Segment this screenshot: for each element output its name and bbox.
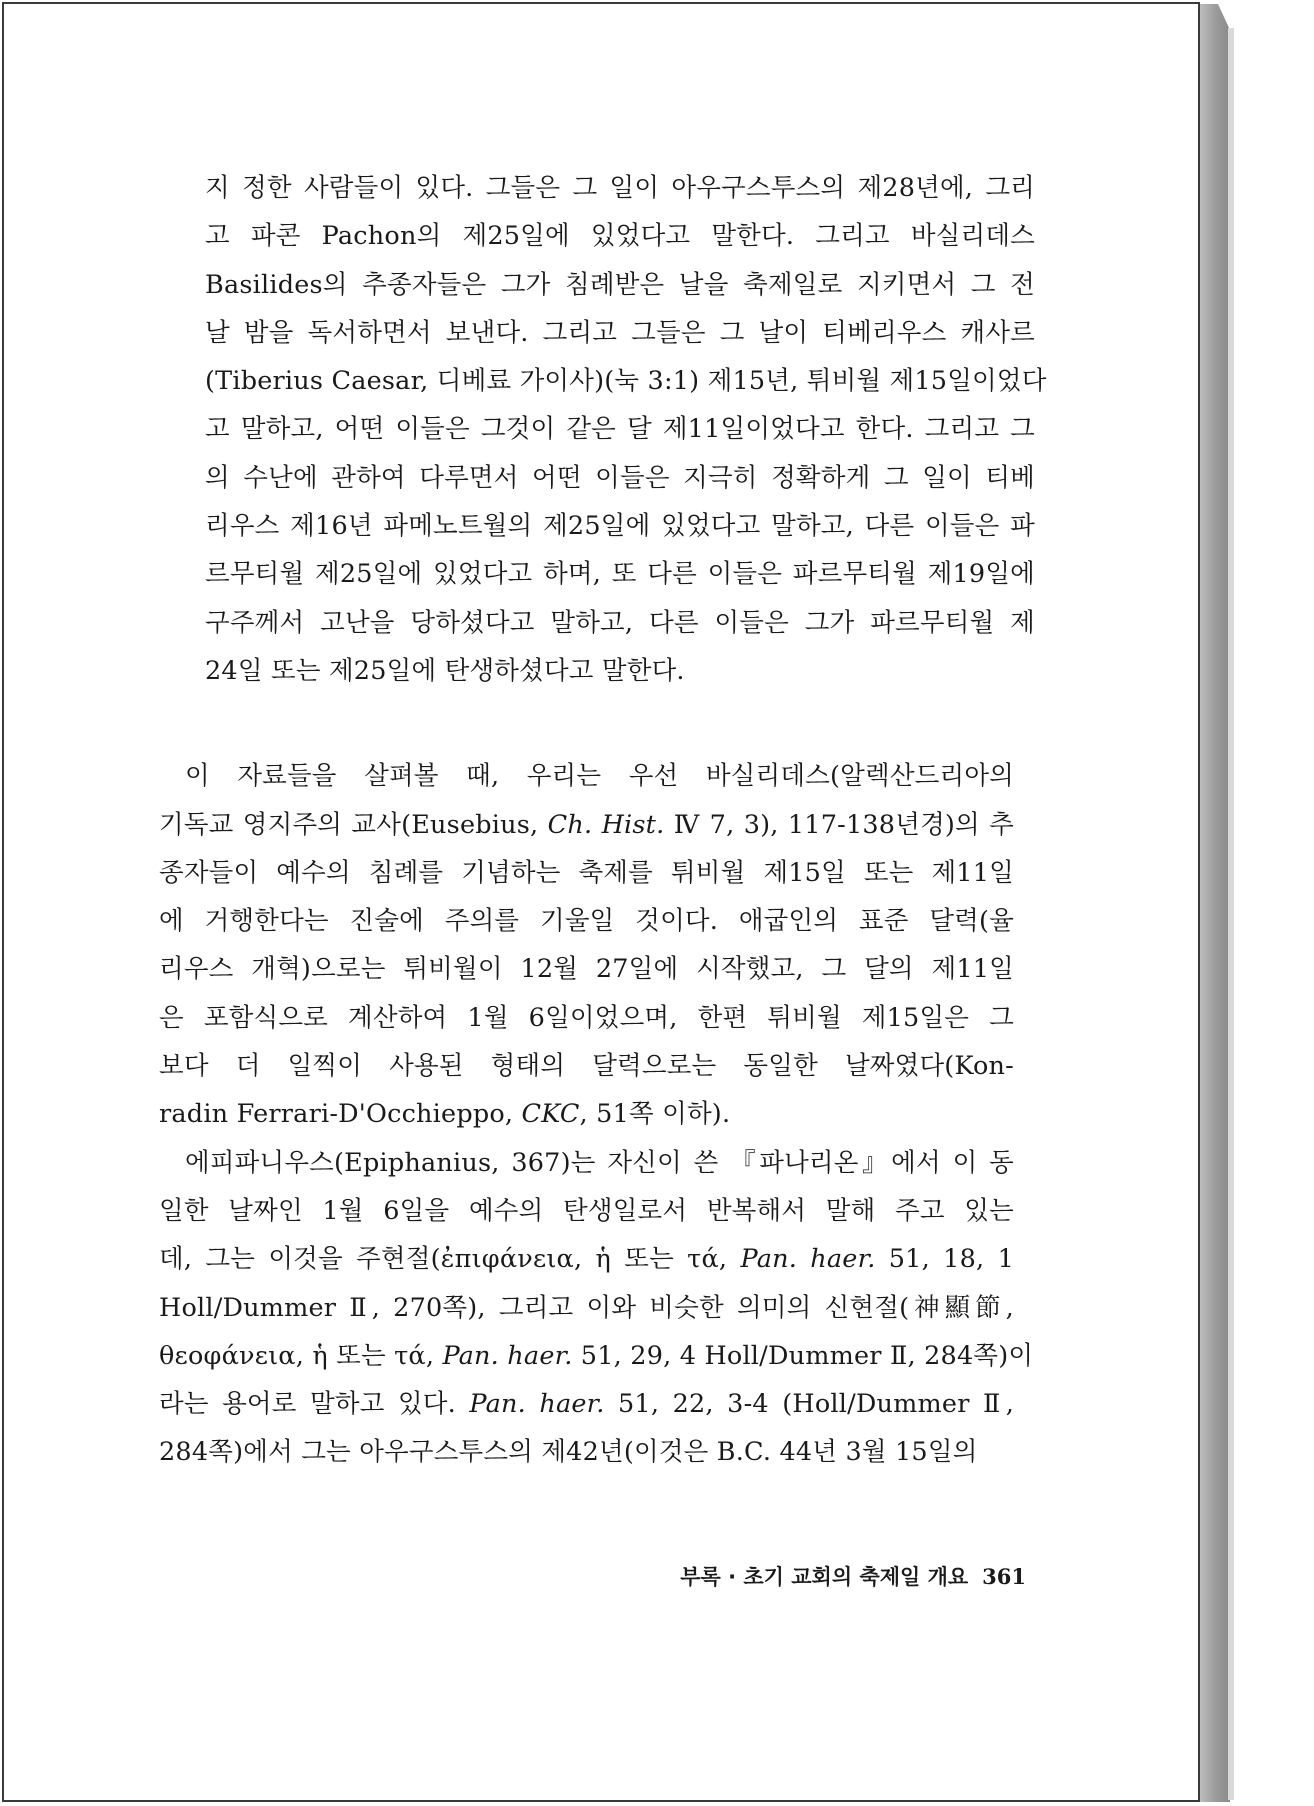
- page-footer: [4, 1561, 1026, 1591]
- text-line: [159, 994, 1014, 1042]
- quote-line: 구주께서 고난을 당하셨다고 말하고, 다른 이들은 그가 파르무티월 제: [205, 607, 1035, 638]
- text-run: Ⅳ 7, 3), 117-138년경)의 추: [664, 809, 1015, 840]
- page-edge-shading: [1200, 4, 1230, 1802]
- text-run: 보다 더 일찍이 사용된 형태의 달력으로는 동일한 날짜였다(Kon-: [159, 1051, 1014, 1082]
- paragraph-2: [159, 1139, 1034, 1477]
- text-line: [159, 1139, 1014, 1187]
- text-run: 리우스 개혁)으로는 튀비월이 12월 27일에 시작했고, 그 달의 제11일: [159, 954, 1014, 985]
- paragraph-gap: [182, 695, 1042, 752]
- text-line: [159, 1235, 1014, 1283]
- quote-line: 24일 또는 제25일에 탄생하셨다고 말한다.: [205, 655, 685, 686]
- block-quote: [205, 164, 1047, 695]
- quote-line: Basilides의 추종자들은 그가 침례받은 날을 축제일로 지키면서 그 전: [205, 269, 1035, 300]
- paragraph-1: [159, 752, 1014, 1138]
- italic-citation: CKC: [521, 1099, 580, 1130]
- page-edge-shadow: [1228, 28, 1234, 1800]
- text-line: [159, 1284, 1014, 1332]
- text-run: 은 포함식으로 계산하여 1월 6일이었으며, 한편 튀비월 제15일은 그: [159, 1002, 1014, 1033]
- text-run: 일한 날짜인 1월 6일을 예수의 탄생일로서 반복해서 말해 주고 있는: [159, 1195, 1014, 1226]
- quote-line: (Tiberius Caesar, 디베료 가이사)(눅 3:1) 제15년, 튀비월 제15일이었다: [205, 366, 1047, 397]
- text-line: [159, 1090, 1014, 1138]
- text-line: [159, 1380, 1014, 1428]
- text-run: 51, 18, 1: [875, 1244, 1014, 1275]
- quote-line: 지 정한 사람들이 있다. 그들은 그 일이 아우구스투스의 제28년에, 그리: [205, 173, 1035, 203]
- italic-citation: Pan. haer.: [740, 1244, 876, 1275]
- quote-line: 리우스 제16년 파메노트월의 제25일에 있었다고 말하고, 다른 이들은 파: [205, 511, 1035, 542]
- text-line: [159, 1428, 1014, 1476]
- text-run: 종자들이 예수의 침례를 기념하는 축제를 튀비월 제15일 또는 제11일: [159, 857, 1014, 888]
- text-line: [159, 945, 1014, 993]
- italic-citation: Ch. Hist.: [547, 809, 665, 840]
- text-run: 284쪽)에서 그는 아우구스투스의 제42년(이것은 B.C. 44년 3월 15일의: [159, 1437, 978, 1468]
- page-number: 361: [982, 1564, 1026, 1589]
- quote-line: 르무티월 제25일에 있었다고 하며, 또 다른 이들은 파르무티월 제19일에: [205, 559, 1035, 590]
- text-run: θεοφάνεια, ἡ 또는 τά,: [159, 1340, 443, 1371]
- quote-line: 날 밤을 독서하면서 보낸다. 그리고 그들은 그 날이 티베리우스 캐사르: [205, 317, 1035, 348]
- text-line: [159, 1332, 1034, 1380]
- italic-citation: Pan. haer.: [442, 1340, 573, 1371]
- running-title: 부록 · 초기 교회의 축제일 개요: [680, 1565, 969, 1589]
- text-line: [159, 1042, 1014, 1090]
- text-run: 에피파니우스(Epiphanius, 367)는 자신이 쓴 『파나리온』에서 이 동: [185, 1147, 1014, 1178]
- text-line: [159, 752, 1014, 800]
- text-run: 에 거행한다는 진술에 주의를 기울일 것이다. 애굽인의 표준 달력(율: [159, 906, 1014, 937]
- text-run: radin Ferrari-D'Occhieppo,: [159, 1099, 522, 1130]
- text-run: 기독교 영지주의 교사(Eusebius,: [159, 809, 548, 840]
- text-run: Holl/Dummer Ⅱ, 270쪽), 그리고 이와 비슷한 의미의 신현절(神顯節,: [159, 1292, 1014, 1323]
- text-run: 51, 29, 4 Holl/Dummer Ⅱ, 284쪽)이: [572, 1340, 1034, 1371]
- text-line: [159, 1187, 1014, 1235]
- text-line: [159, 801, 1014, 849]
- text-run: 51, 22, 3-4 (Holl/Dummer Ⅱ,: [604, 1389, 1015, 1420]
- body-text: [159, 164, 1047, 1477]
- text-run: 이 자료들을 살펴볼 때, 우리는 우선 바실리데스(알렉산드리아의: [185, 761, 1014, 792]
- italic-citation: Pan. haer.: [469, 1389, 605, 1420]
- text-run: 라는 용어로 말하고 있다.: [159, 1389, 470, 1420]
- quote-line: 의 수난에 관하여 다루면서 어떤 이들은 지극히 정확하게 그 일이 티베: [205, 462, 1035, 493]
- book-page: [2, 2, 1200, 1802]
- quote-line: 고 말하고, 어떤 이들은 그것이 같은 달 제11일이었다고 한다. 그리고 그: [205, 414, 1035, 445]
- text-line: [159, 897, 1014, 945]
- quote-line: 고 파콘 Pachon의 제25일에 있었다고 말한다. 그리고 바실리데스: [205, 221, 1035, 252]
- text-line: [159, 849, 1014, 897]
- text-run: 데, 그는 이것을 주현절(ἐπιφάνεια, ἡ 또는 τά,: [159, 1244, 741, 1275]
- text-run: , 51쪽 이하).: [579, 1099, 731, 1130]
